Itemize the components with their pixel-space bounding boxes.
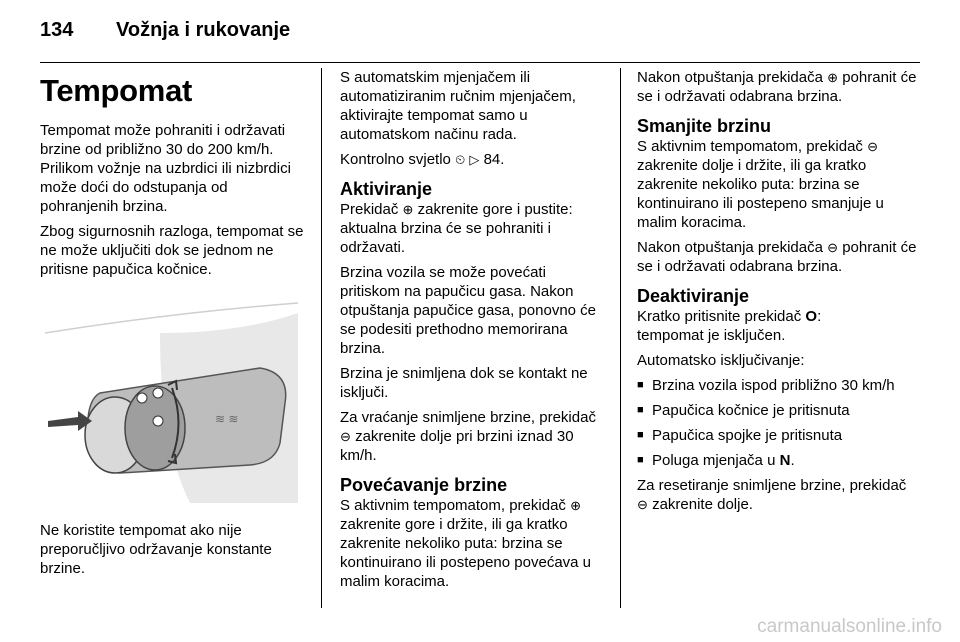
increase-text-b: zakrenite gore i držite, ili ga kratko zakrenite nekoliko puta: brzina se kontinuirano ili postepeno povećava u malim koracima. [340,516,592,590]
increase-speed-paragraph [340,496,608,591]
decrease-text-b: zakrenite dolje i držite, ili ga kratko zakrenite nekoliko puta: brzina se kontinuirano ili postepeno smanjuje u malim koracima. [637,157,884,231]
auto-off-intro: Automatsko isključivanje: [637,352,805,369]
list-item: ■ Papučica spojke je pritisnuta [637,426,917,445]
set-minus-icon: ⊖ [827,240,839,255]
accelerator-paragraph: Brzina vozila se može povećati pritiskom na papučicu gasa. Nakon otpuštanja papučice gasa, ponovno će se podesiti prethodno memorirana brzina. [340,264,597,357]
column-2 [340,68,608,597]
activation-paragraph [340,200,608,257]
deactivation-paragraph [637,307,917,345]
set-minus-icon: ⊖ [867,139,878,154]
release-plus-paragraph [637,68,917,106]
svg-text:≋ ≋: ≋ ≋ [215,412,239,426]
gear-lever-text: Poluga mjenjača u [652,452,776,469]
gear-n: N [779,452,791,469]
control-light-text: Kontrolno svjetlo [340,151,451,168]
deactivation-colon: : [817,308,822,325]
safety-paragraph: Zbog sigurnosnih razloga, tempomat se ne može uključiti dok se jednom ne pritisne papučica kočnice. [40,223,304,278]
page-reference-arrow-icon: ▷ [469,152,480,167]
activation-text-a: Prekidač [340,201,399,218]
release-minus-text-a: Nakon otpuštanja prekidača [637,239,823,256]
release-plus-text-a: Nakon otpuštanja prekidača [637,69,823,86]
release-minus-text-b: pohranit će se i održavati odabrana brzina. [637,239,917,275]
set-plus-icon: ⊕ [402,202,414,217]
section-title: Tempomat [40,73,193,108]
set-minus-icon: ⊖ [637,497,648,512]
resume-text-a: Za vraćanje snimljene brzine, prekidač [340,409,596,426]
release-plus-text-b: pohranit će se i održavati odabrana brzina. [637,69,917,105]
resume-paragraph [340,408,608,465]
set-plus-icon: ⊕ [827,70,839,85]
reset-paragraph [637,476,917,514]
decrease-speed-heading: Smanjite brzinu [637,116,772,136]
column-1 [40,68,308,584]
auto-off-list [637,376,917,470]
activation-text-b: zakrenite gore i pustite: aktualna brzina će se pohraniti i održavati. [340,201,573,256]
reset-text-b: zakrenite dolje. [652,496,753,513]
stored-speed-paragraph: Brzina je snimljena dok se kontakt ne isključi. [340,365,588,401]
list-item: ■ Papučica kočnice je pritisnuta [637,401,917,420]
deactivation-text-c: tempomat je isključen. [637,327,786,344]
resume-text-b: zakrenite dolje pri brzini iznad 30 km/h. [340,428,574,464]
deactivation-heading: Deaktiviranje [637,286,750,306]
release-minus-paragraph [637,238,917,276]
decrease-speed-paragraph [637,137,917,232]
cruise-control-lever-figure [40,293,302,505]
control-light-paragraph [340,150,608,169]
reset-text-a: Za resetiranje snimljene brzine, prekidač [637,477,907,494]
automatic-gearbox-paragraph: S automatskim mjenjačem ili automatiziranim ručnim mjenjačem, aktivirajte tempomat samo u automatskom načinu rada. [340,69,576,143]
increase-text-a: S aktivnim tempomatom, prekidač [340,497,566,514]
page-header [40,12,290,48]
activation-heading: Aktiviranje [340,179,433,199]
page-number: 134 [40,18,74,41]
warning-paragraph: Ne koristite tempomat ako nije preporučljivo održavanje konstante brzine. [40,522,272,577]
page-reference: 84. [483,151,505,168]
off-switch-icon: O [805,308,818,325]
cruise-control-icon: ⏲ [455,152,466,167]
set-plus-icon: ⊕ [570,498,581,513]
chapter-title: Vožnja i rukovanje [116,18,291,41]
list-item: ■ Brzina vozila ispod približno 30 km/h [637,376,917,395]
increase-speed-heading: Povećavanje brzine [340,475,508,495]
decrease-text-a: S aktivnim tempomatom, prekidač [637,138,863,155]
deactivation-text-a: Kratko pritisnite prekidač [637,308,802,325]
list-item: ■ Poluga mjenjača u N. [637,451,917,470]
intro-paragraph: Tempomat može pohraniti i održavati brzine od približno 30 do 200 km/h. Prilikom vožnje na uzbrdici ili nizbrdici može doći do odstupanja od pohranjenih brzina. [40,122,291,215]
set-minus-icon: ⊖ [340,429,351,444]
watermark: carmanualsonline.info [757,616,942,637]
column-3 [637,68,917,520]
header-divider [40,62,920,63]
column-divider-1 [321,68,322,608]
column-divider-2 [620,68,621,608]
